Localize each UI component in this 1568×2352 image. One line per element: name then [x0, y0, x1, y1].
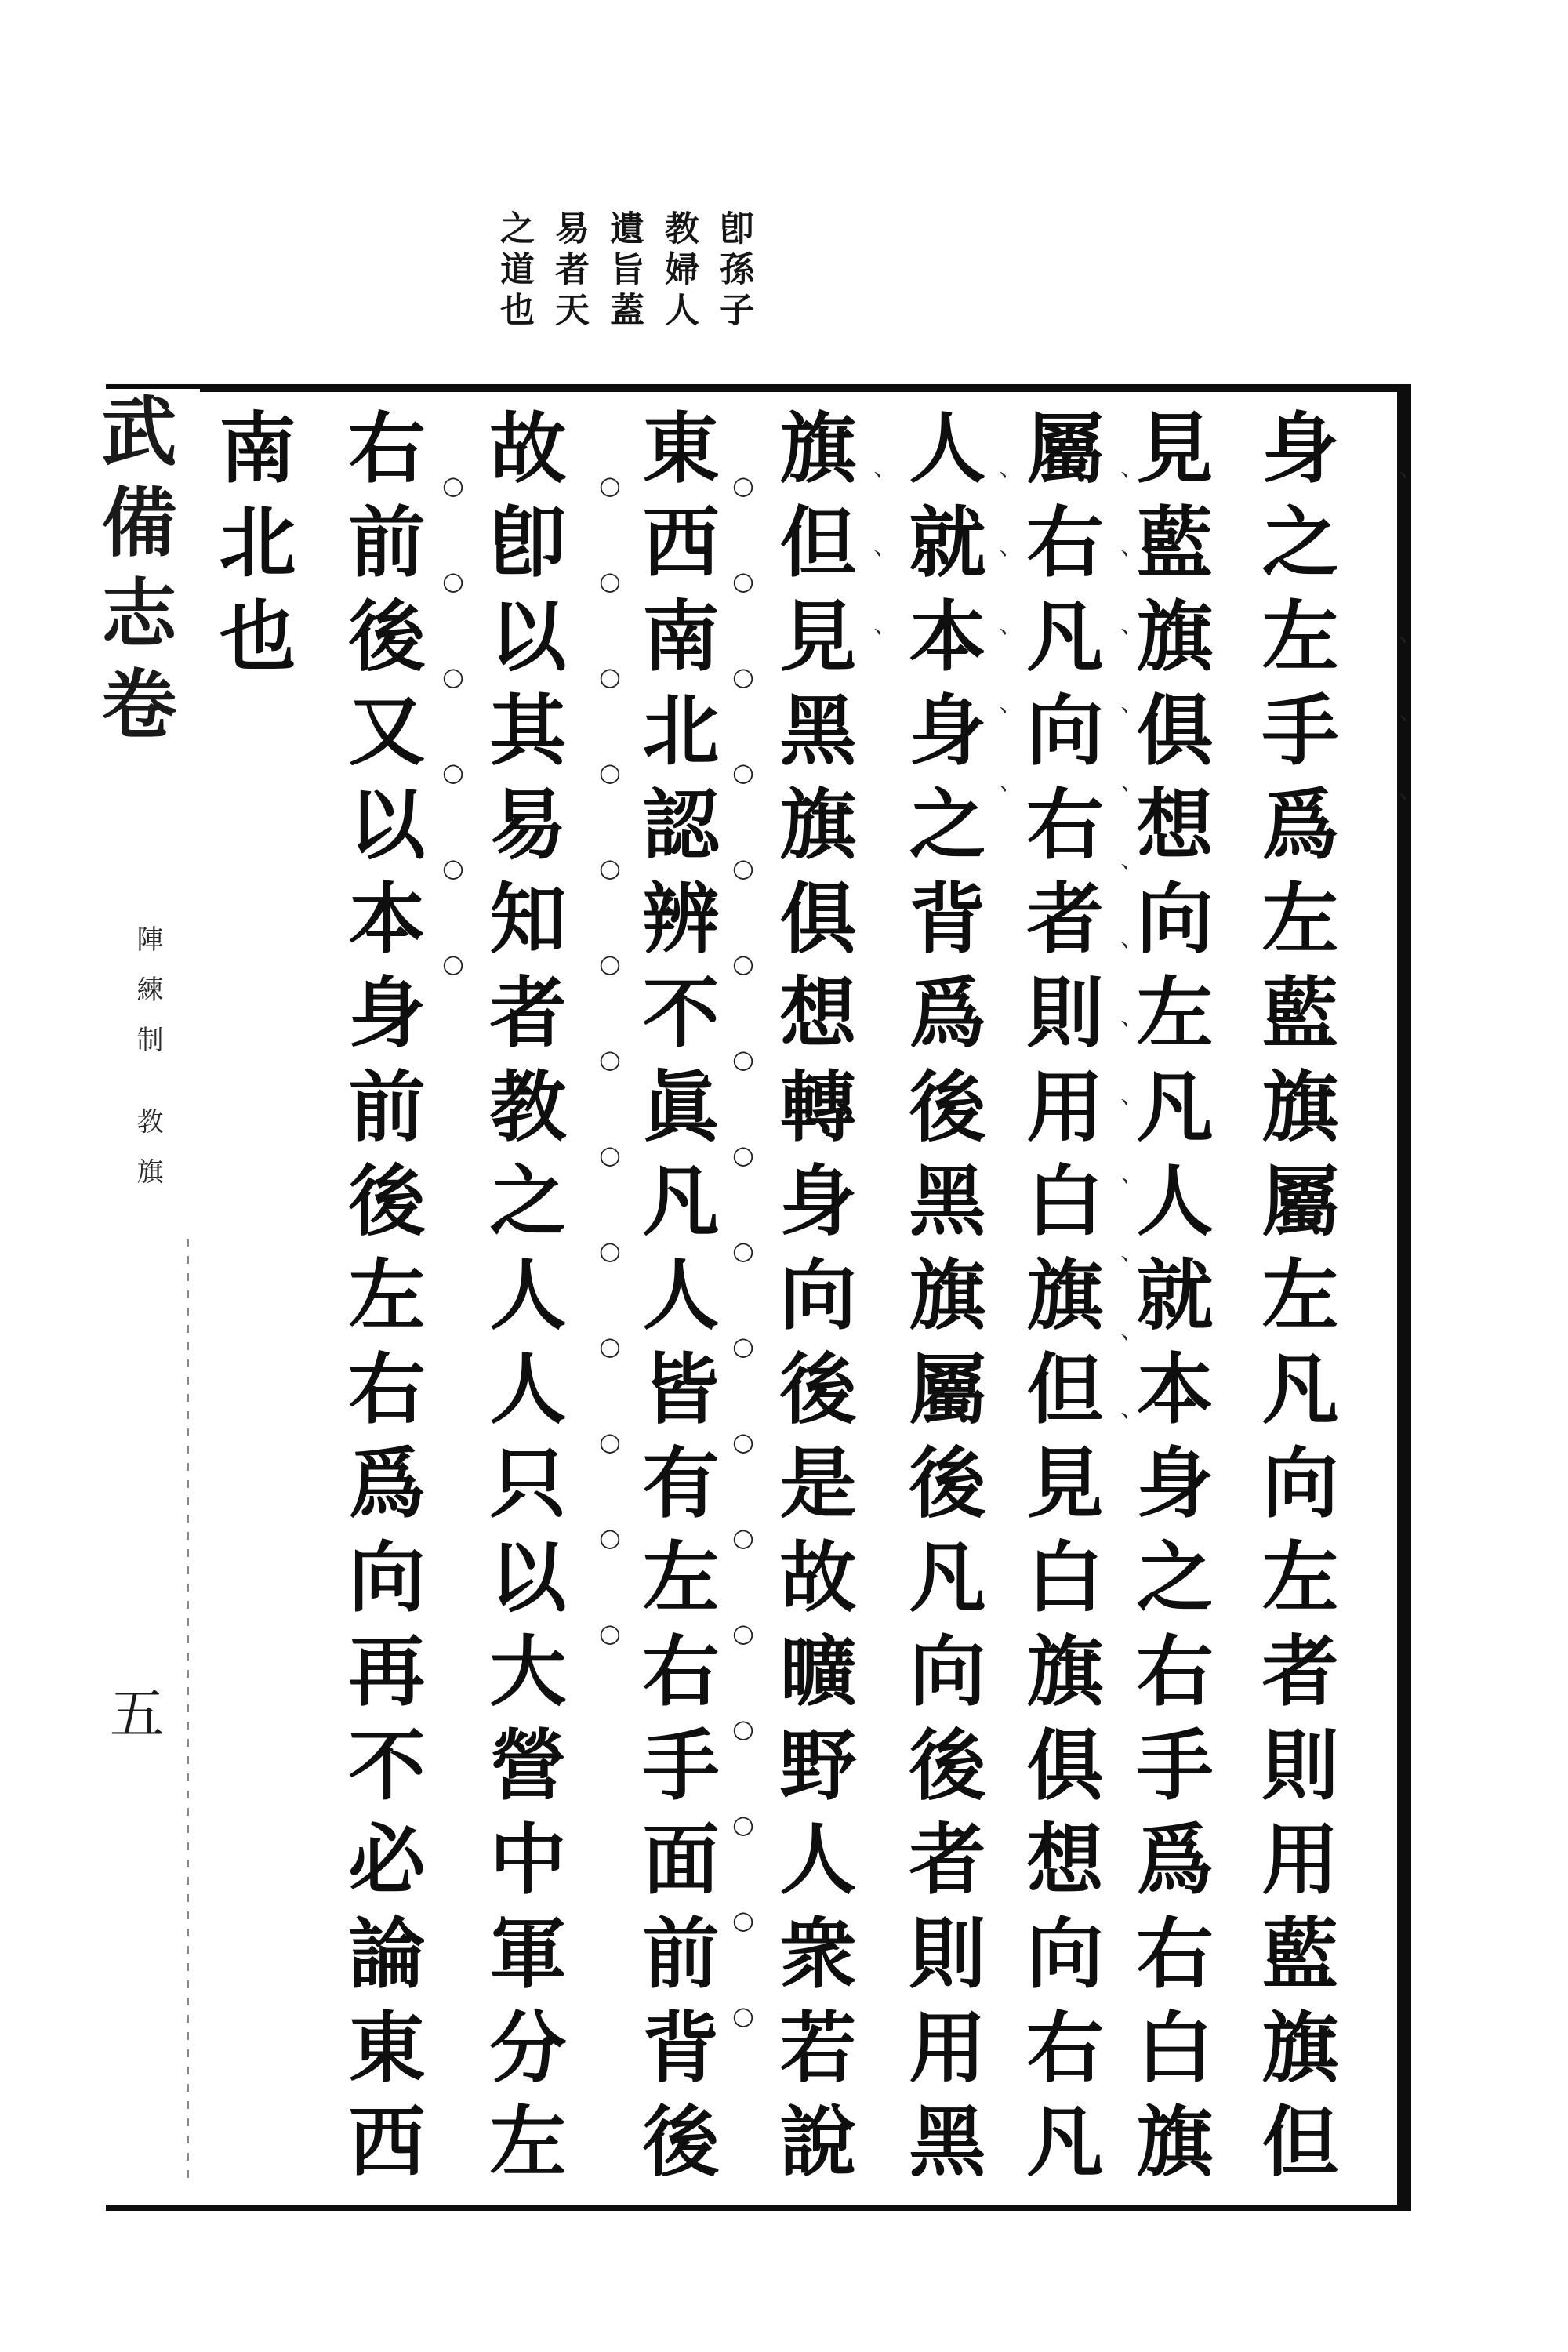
top-rule — [106, 384, 200, 389]
annotation-col-5: 之道也 — [494, 210, 534, 332]
punctuation-col-7: ○○○○○○ — [438, 470, 468, 1044]
punctuation-col-1: 、 、、、 — [1379, 470, 1409, 884]
annotation-col-3: 遺旨蓋 — [604, 210, 644, 332]
annotation-col-1: 卽孫子 — [713, 210, 753, 332]
text-column-7: 故卽以其易知者教之人人只以大營中軍分左 — [477, 408, 567, 2195]
book-title: 武備志卷 — [89, 392, 178, 756]
text-column-4: 人就本身之背爲後黑旗屬後凡向後者則用黑 — [896, 408, 986, 2195]
section-title: 陣練制 教旗 — [132, 925, 163, 1208]
bottom-rule — [106, 2205, 1411, 2211]
text-column-8: 右前後又以本身前後左右爲向再不必論東西 — [336, 408, 426, 2195]
punctuation-col-6: ○○○○○○○○○○○○○ — [595, 470, 625, 1714]
text-column-2: 見藍旗俱想向左凡人就本身之右手爲右白旗 — [1123, 408, 1214, 2195]
text-column-9: 南北也 — [206, 408, 296, 690]
text-column-6: 東西南北認辨不眞凡人皆有左右手面前背後 — [630, 408, 720, 2195]
margin-divider — [187, 1239, 189, 2180]
punctuation-col-2: 、、、、、、、、、、、、、 — [1101, 470, 1131, 1502]
punctuation-col-5: ○○○○○○○○○○○○○○○○○ — [728, 470, 758, 2096]
punctuation-col-4: 、、、 — [854, 470, 884, 718]
page-number: 五 — [110, 1682, 165, 1746]
annotation-col-2: 教婦人 — [659, 210, 699, 332]
text-column-3: 屬右凡向右者則用白旗但見白旗俱想向右凡 — [1014, 408, 1104, 2195]
annotation-col-4: 易者天 — [549, 210, 589, 332]
text-column-5: 旗但見黑旗俱想轉身向後是故曠野人衆若說 — [767, 408, 857, 2195]
punctuation-col-3: 、、、、、 — [979, 470, 1009, 875]
text-column-1: 身之左手爲左藍旗屬左凡向左者則用藍旗但 — [1249, 408, 1339, 2195]
